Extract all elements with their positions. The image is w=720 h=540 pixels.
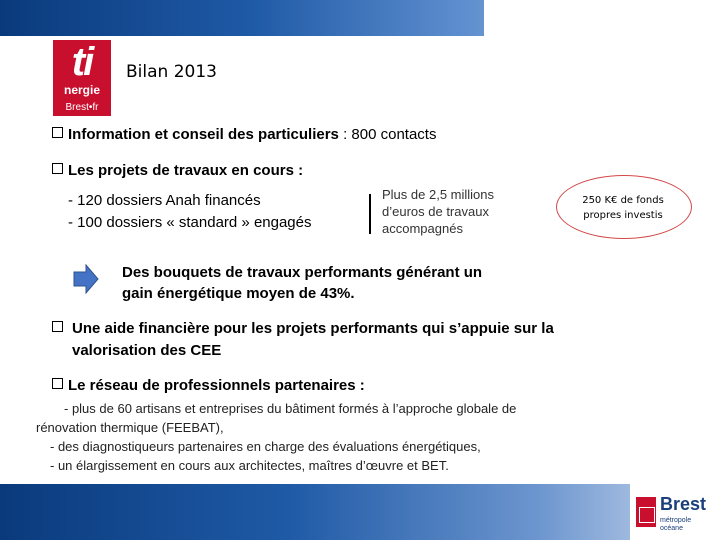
- funds-line-2: propres investis: [583, 210, 663, 221]
- logo-brestfr-text: Brest•fr: [65, 102, 99, 113]
- brest-logo-square-icon: [636, 497, 656, 527]
- dossiers-anah: - 120 dossiers Anah financés: [68, 192, 261, 209]
- reseau-item-architectes: - un élargissement en cours aux architectes, maîtres d’œuvre et BET.: [50, 458, 449, 473]
- reseau-list: [36, 399, 676, 475]
- bullet-aide: [56, 318, 554, 362]
- arrow-right-icon: [72, 264, 100, 294]
- funds-ellipse-text: [560, 193, 686, 223]
- bullet-projets: [52, 162, 303, 179]
- funds-line-1: 250 K€ de fonds: [582, 195, 664, 206]
- bouquets-line-1: Des bouquets de travaux performants générant un: [122, 264, 483, 281]
- bullet-reseau-text: Le réseau de professionnels partenaires :: [68, 377, 365, 394]
- slide-title: Bilan 2013: [126, 62, 217, 82]
- millions-line-1: Plus de 2,5 millions: [382, 187, 494, 202]
- brest-logo-sub-1: métropole: [660, 517, 692, 524]
- reseau-item-diagnostiqueurs: - des diagnostiqueurs partenaires en charge des évaluations énergétiques,: [50, 439, 481, 454]
- brest-logo-sub-2: océane: [660, 525, 683, 532]
- logo-ti-text: ti: [71, 40, 93, 84]
- bullet-information-rest: : 800 contacts: [338, 126, 437, 143]
- dossiers-standard: - 100 dossiers « standard » engagés: [68, 214, 312, 231]
- checkbox-bullet-icon: [52, 163, 63, 174]
- brest-logo-name: Brest: [660, 494, 707, 514]
- bouquets-line-2: gain énergétique moyen de 43%.: [122, 285, 355, 302]
- tinergie-logo: [53, 40, 111, 116]
- millions-note: [382, 186, 494, 237]
- dossiers-list: [68, 190, 312, 234]
- reseau-item-artisans-cont: rénovation thermique (FEEBAT),: [36, 420, 224, 435]
- millions-line-2: d’euros de travaux: [382, 204, 489, 219]
- bullet-aide-line-2: valorisation des CEE: [72, 342, 222, 359]
- bullet-aide-line-1: Une aide financière pour les projets performants qui s’appuie sur la: [72, 320, 554, 337]
- bullet-information-bold: Information et conseil des particuliers: [68, 126, 339, 143]
- top-banner-blank: [484, 0, 720, 36]
- bottom-banner: [0, 484, 720, 540]
- brest-logo-sub: [660, 517, 691, 533]
- bullet-reseau: [52, 377, 365, 394]
- checkbox-bullet-icon: [52, 378, 63, 389]
- logo-nergie-text: nergie: [63, 83, 100, 97]
- reseau-item-artisans: - plus de 60 artisans et entreprises du bâtiment formés à l’approche globale de: [64, 401, 517, 416]
- vertical-separator: [369, 194, 371, 234]
- millions-line-3: accompagnés: [382, 221, 463, 236]
- brest-metropole-logo: [636, 493, 716, 535]
- bullet-information: [52, 126, 436, 143]
- checkbox-bullet-icon: [52, 127, 63, 138]
- bullet-projets-text: Les projets de travaux en cours :: [68, 162, 304, 179]
- bouquets-statement: [122, 262, 482, 304]
